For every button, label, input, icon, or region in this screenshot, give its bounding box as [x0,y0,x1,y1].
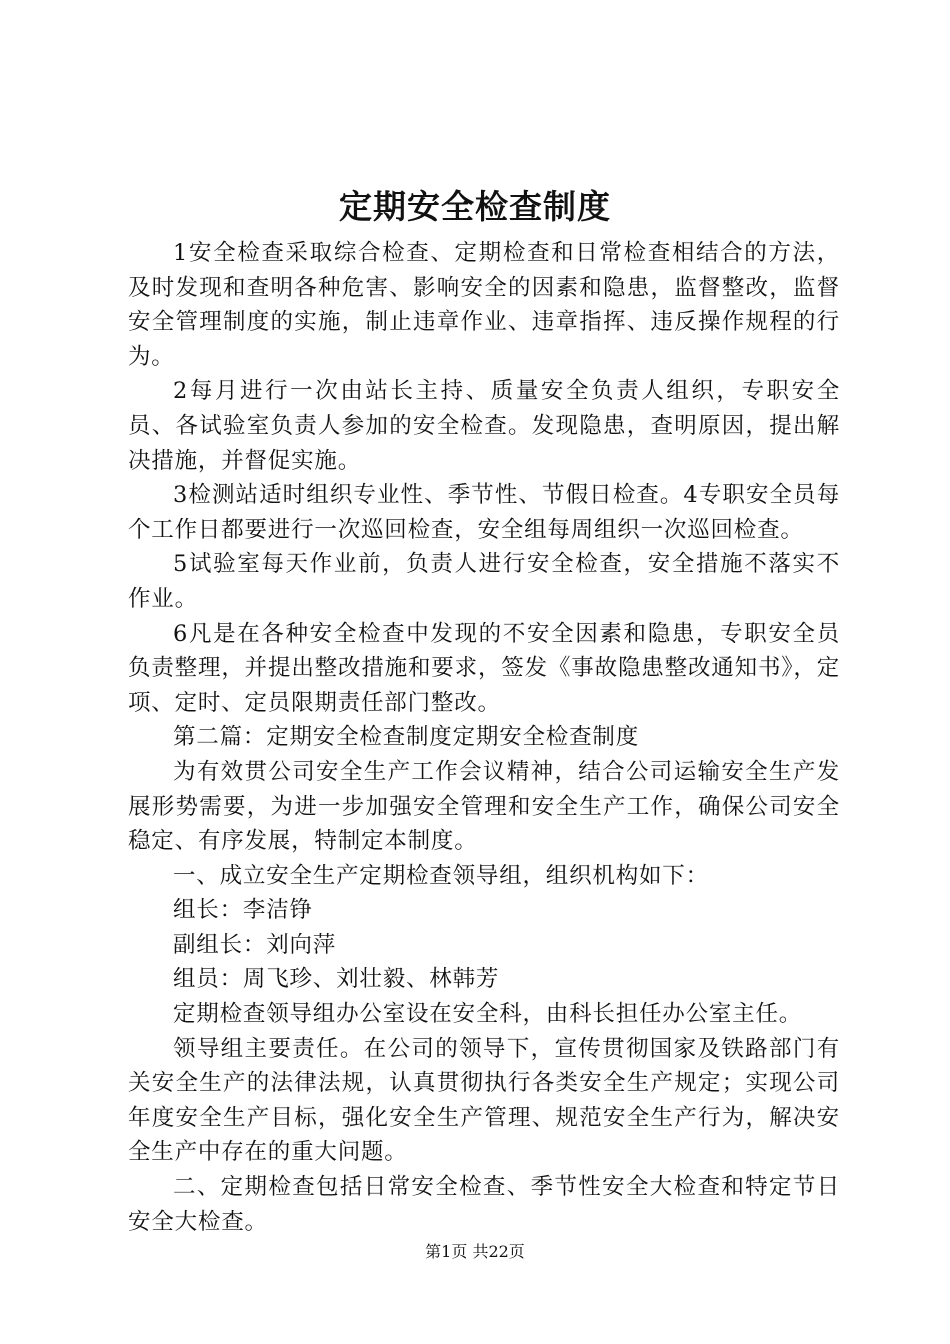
paragraph-1: 1安全检查采取综合检查、定期检查和日常检查相结合的方法，及时发现和查明各种危害、影响安全的因素和隐患，监督整改，监督安全管理制度的实施，制止违章作业、违章指挥、违反操作规程的行为。 [128,240,840,370]
document-title: 定期安全检查制度 [339,187,611,226]
paragraph-office: 定期检查领导组办公室设在安全科，由科长担任办公室主任。 [173,1001,803,1028]
paragraph-2: 2每月进行一次由站长主持、质量安全负责人组织，专职安全员、各试验室负责人参加的安全检查。发现隐患，查明原因，提出解决措施，并督促实施。 [128,378,840,474]
deputy-group-leader: 副组长：刘向萍 [173,931,337,958]
group-members: 组员：周飞珍、刘壮毅、林韩芳 [173,966,500,993]
document-body [128,236,840,1239]
paragraph-5: 6凡是在各种安全检查中发现的不安全因素和隐患，专职安全员负责整理，并提出整改措施和要求，签发《事故隐患整改通知书》，定项、定时、定员限期责任部门整改。 [128,620,840,716]
group-leader: 组长：李洁铮 [173,897,313,924]
paragraph-4: 5试验室每天作业前，负责人进行安全检查，安全措施不落实不作业。 [128,551,840,612]
section-heading-part-two: 第二篇：定期安全检查制度定期安全检查制度 [173,724,640,751]
paragraph-responsibility: 领导组主要责任。在公司的领导下，宣传贯彻国家及铁路部门有关安全生产的法律法规，认真贯彻执行各类安全生产规定；实现公司年度安全生产目标，强化安全生产管理、规范安全生产行为，解决安全生产中存在的重大问题。 [128,1035,840,1166]
paragraph-purpose: 为有效贯公司安全生产工作会议精神，结合公司运输安全生产发展形势需要，为进一步加强安全管理和安全生产工作，确保公司安全稳定、有序发展，特制定本制度。 [128,758,840,855]
heading-inspection-types: 二、定期检查包括日常安全检查、季节性安全大检查和特定节日安全大检查。 [128,1174,840,1235]
page-number-footer: 第1页 共22页 [425,1242,525,1261]
heading-organization: 一、成立安全生产定期检查领导组，组织机构如下： [173,862,709,889]
paragraph-3: 3检测站适时组织专业性、季节性、节假日检查。4专职安全员每个工作日都要进行一次巡回检查，安全组每周组织一次巡回检查。 [128,482,840,543]
